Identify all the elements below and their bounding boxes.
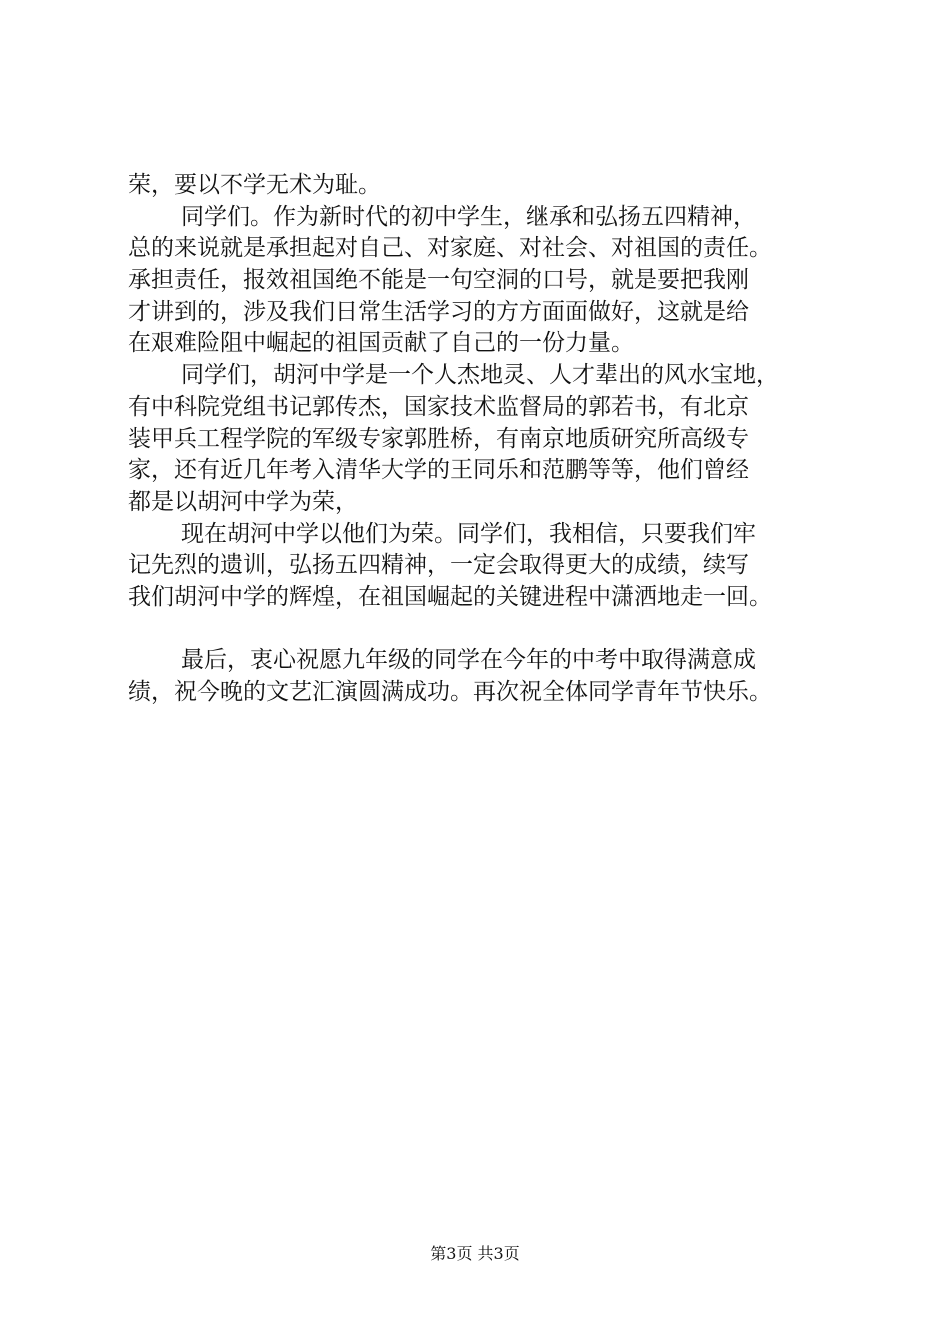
document-body — [128, 170, 828, 709]
text-line: 在艰难险阻中崛起的祖国贡献了自己的一份力量。 — [128, 330, 634, 357]
text-line: 总的来说就是承担起对自己、对家庭、对社会、对祖国的责任。 — [128, 235, 772, 262]
text-line: 都是以胡河中学为荣， — [128, 488, 358, 515]
text-line: 记先烈的遗训，弘扬五四精神，一定会取得更大的成绩，续写 — [128, 552, 749, 579]
text-line: 家，还有近几年考入清华大学的王同乐和范鹏等等，他们曾经 — [128, 457, 749, 484]
paragraph-gap — [128, 614, 828, 646]
text-line: 才讲到的，涉及我们日常生活学习的方方面面做好，这就是给 — [128, 298, 749, 325]
paragraph-start-line: 同学们。作为新时代的初中学生，继承和弘扬五四精神， — [181, 203, 756, 230]
text-line: 绩，祝今晚的文艺汇演圆满成功。再次祝全体同学青年节快乐。 — [128, 679, 772, 705]
paragraph-start-line: 同学们，胡河中学是一个人杰地灵、人才辈出的风水宝地， — [181, 362, 779, 389]
text-line: 荣，要以不学无术为耻。 — [128, 172, 381, 198]
text-line: 承担责任，报效祖国绝不能是一句空洞的口号，就是要把我刚 — [128, 267, 749, 294]
text-line: 有中科院党组书记郭传杰，国家技术监督局的郭若书，有北京 — [128, 393, 749, 420]
text-line: 我们胡河中学的辉煌，在祖国崛起的关键进程中潇洒地走一回。 — [128, 583, 772, 610]
paragraph-start-line: 现在胡河中学以他们为荣。同学们，我相信，只要我们牢 — [181, 520, 756, 547]
paragraph-start-line: 最后，衷心祝愿九年级的同学在今年的中考中取得满意成 — [181, 647, 756, 674]
text-line: 装甲兵工程学院的军级专家郭胜桥，有南京地质研究所高级专 — [128, 425, 749, 452]
page-footer: 第3页 共3页 — [430, 1244, 520, 1263]
